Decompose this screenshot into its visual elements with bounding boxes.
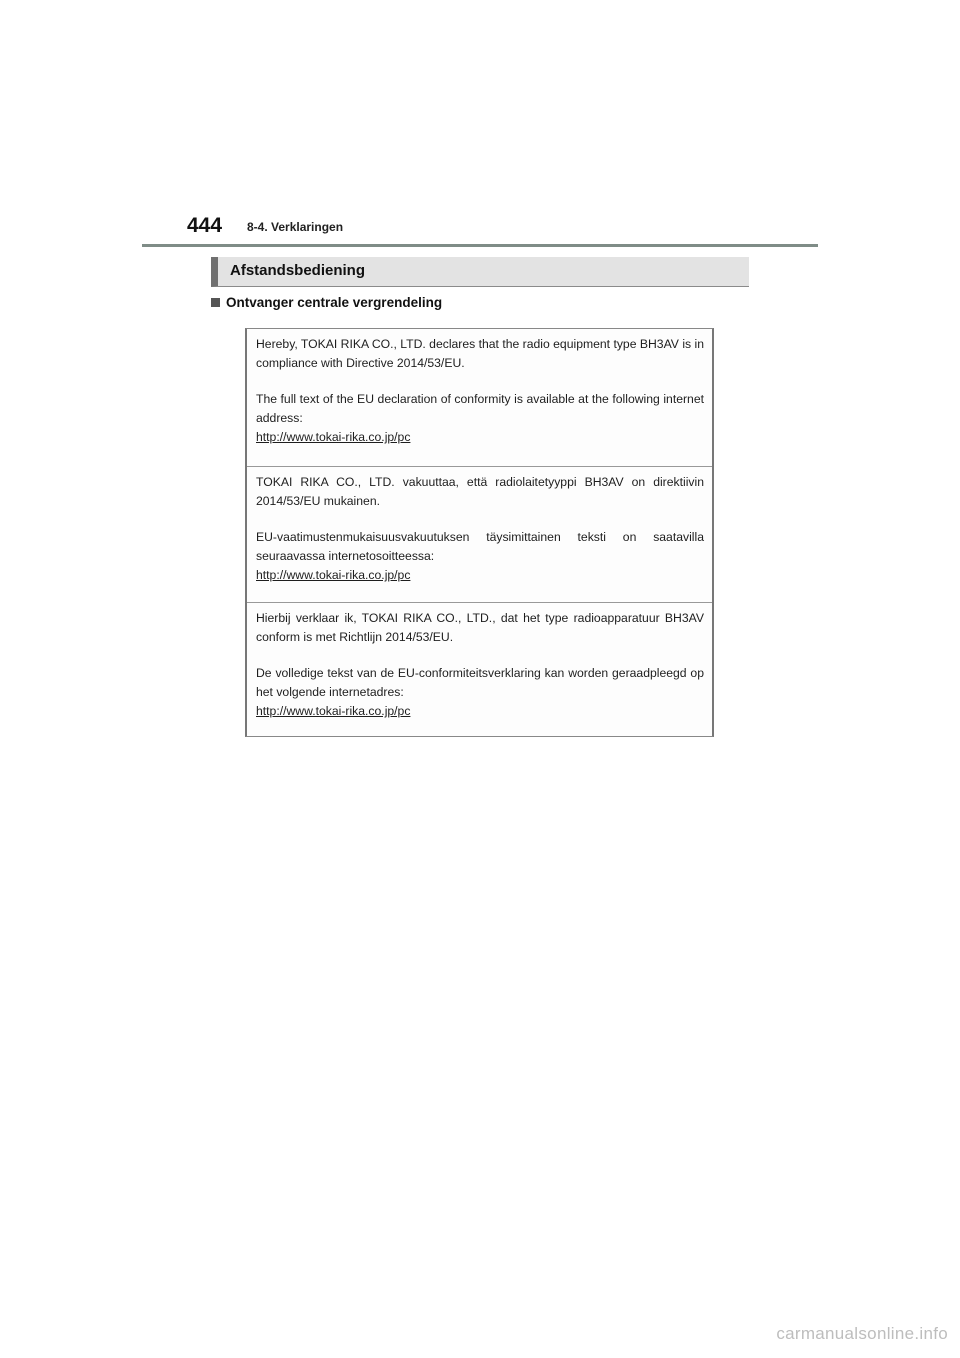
declaration-link[interactable]: http://www.tokai-rika.co.jp/pc <box>256 430 411 444</box>
section-title: Afstandsbediening <box>230 262 366 279</box>
declaration-dutch <box>247 602 712 736</box>
watermark: carmanualsonline.info <box>776 1324 948 1343</box>
page-number: 444 <box>187 214 223 237</box>
section-label: 8-4. Verklaringen <box>247 220 344 234</box>
declaration-availability: De volledige tekst van de EU-conformiteitsverklaring kan worden geraadpleegd op het volgende internetadres: <box>256 666 704 699</box>
subheading <box>211 295 442 310</box>
declaration-statement: TOKAI RIKA CO., LTD. vakuuttaa, että radiolaitetyyppi BH3AV on direktiivin 2014/53/EU mukainen. <box>256 475 704 508</box>
declaration-statement: Hierbij verklaar ik, TOKAI RIKA CO., LTD., dat het type radioapparatuur BH3AV conform is met Richtlijn 2014/53/EU. <box>256 611 704 644</box>
subheading-text: Ontvanger centrale vergrendeling <box>226 295 443 310</box>
declaration-statement: Hereby, TOKAI RIKA CO., LTD. declares that the radio equipment type BH3AV is in compliance with Directive 2014/53/EU. <box>256 337 704 370</box>
declaration-scan <box>245 328 714 737</box>
header-rule <box>142 244 818 247</box>
declaration-link[interactable]: http://www.tokai-rika.co.jp/pc <box>256 568 411 582</box>
square-bullet-icon <box>211 298 220 307</box>
declaration-english <box>247 329 712 466</box>
declaration-availability: EU-vaatimustenmukaisuusvakuutuksen täysimittainen teksti on saatavilla seuraavassa internetosoitteessa: <box>256 530 704 563</box>
declaration-availability: The full text of the EU declaration of conformity is available at the following internet address: <box>256 392 704 425</box>
declaration-finnish <box>247 466 712 602</box>
declaration-link[interactable]: http://www.tokai-rika.co.jp/pc <box>256 704 411 718</box>
section-title-bar <box>211 257 749 287</box>
